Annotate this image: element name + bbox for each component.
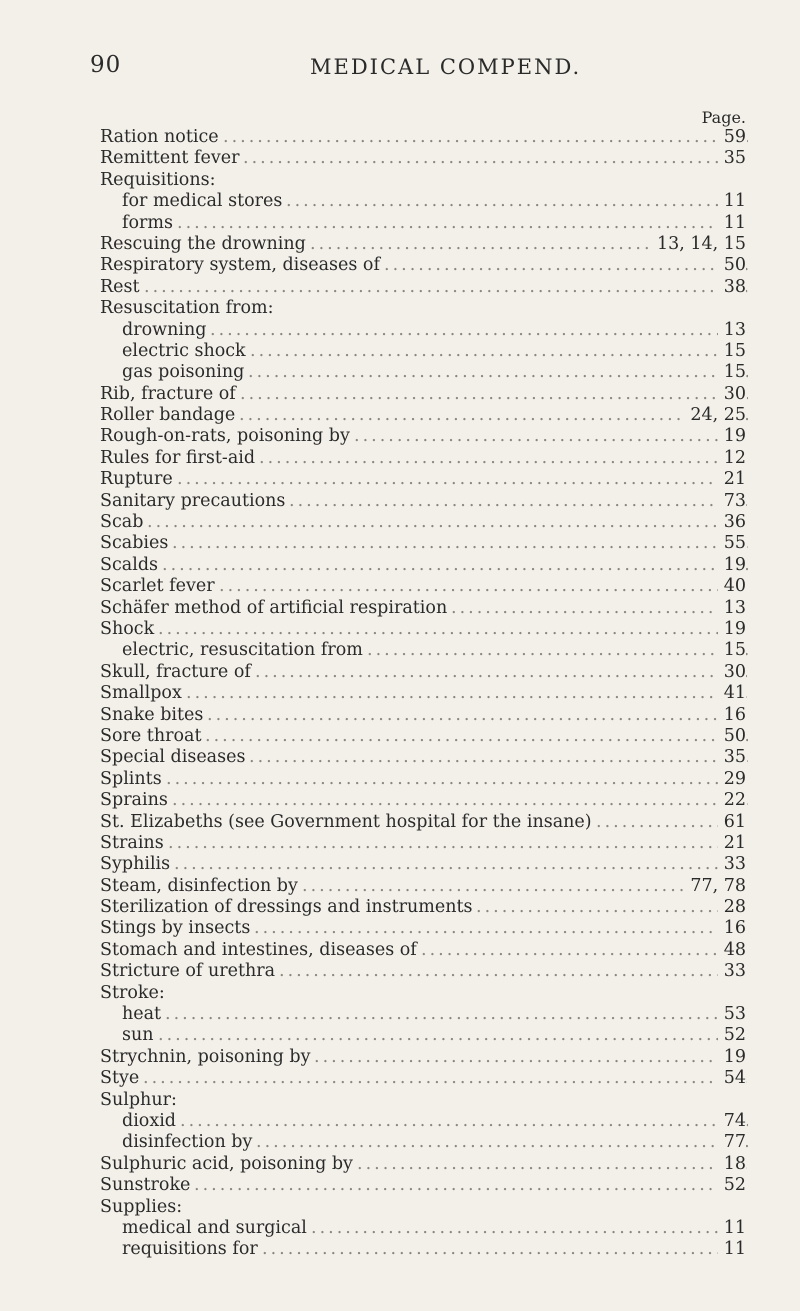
index-entry xyxy=(0,683,800,704)
entry-page-ref: 18 xyxy=(718,1154,746,1175)
entry-page-ref: 40 xyxy=(718,576,746,597)
index-entry xyxy=(0,255,800,276)
leader-dots xyxy=(384,255,748,276)
entry-term: requisitions for xyxy=(122,1239,258,1260)
index-entry xyxy=(0,148,800,169)
entry-page-ref: 15 xyxy=(718,362,746,383)
entry-term: Sulphur: xyxy=(100,1089,177,1110)
entry-term: Sterilization of dressings and instruments xyxy=(100,897,473,918)
entry-page-ref: 21 xyxy=(718,469,746,490)
leader-dots xyxy=(172,533,748,554)
entry-term: Rough-on-rats, poisoning by xyxy=(100,426,350,447)
entry-term: Shock xyxy=(100,618,155,639)
entry-page-ref: 11 xyxy=(718,191,746,212)
index-entry xyxy=(0,234,800,255)
index-entry xyxy=(0,1047,800,1068)
leader-dots xyxy=(289,491,748,512)
entry-page-ref: 11 xyxy=(718,213,746,234)
index-entry xyxy=(0,833,800,854)
leader-dots xyxy=(186,683,748,704)
entry-page-ref: 36 xyxy=(718,512,746,533)
index-entry xyxy=(0,897,800,918)
leader-dots xyxy=(254,918,748,939)
entry-term: Smallpox xyxy=(100,683,182,704)
page-header xyxy=(0,52,800,82)
leader-dots xyxy=(207,705,748,726)
entry-page-ref: 16 xyxy=(718,705,746,726)
leader-dots xyxy=(219,576,748,597)
leader-dots xyxy=(255,662,748,683)
index-entry xyxy=(0,384,800,405)
entry-term: disinfection by xyxy=(122,1132,253,1153)
index-entry xyxy=(0,726,800,747)
entry-term: gas poisoning xyxy=(122,362,245,383)
entry-term: Scalds xyxy=(100,554,159,575)
leader-dots xyxy=(354,426,748,447)
index-entry xyxy=(0,854,800,875)
index-entry xyxy=(0,555,800,576)
entry-term: Stricture of urethra xyxy=(100,961,276,982)
entry-term: Scarlet fever xyxy=(100,576,215,597)
leader-dots xyxy=(165,1004,748,1025)
entry-term: heat xyxy=(122,1004,162,1025)
leader-dots xyxy=(262,1239,748,1260)
entry-term: Steam, disinfection by xyxy=(100,875,298,896)
index-entry xyxy=(0,640,800,661)
entry-page-ref: 16 xyxy=(718,918,746,939)
entry-page-ref: 77 xyxy=(718,1132,746,1153)
entry-term: sun xyxy=(122,1025,154,1046)
leader-dots xyxy=(451,598,748,619)
page-column-heading: Page. xyxy=(701,108,746,127)
entry-term: Rib, fracture of xyxy=(100,383,236,404)
leader-dots xyxy=(243,148,748,169)
entry-page-ref: 52 xyxy=(718,1025,746,1046)
index-entry xyxy=(0,191,800,212)
leader-dots xyxy=(158,1025,748,1046)
leader-dots xyxy=(357,1154,748,1175)
entry-page-ref: 38 xyxy=(718,277,746,298)
leader-dots xyxy=(177,213,748,234)
leader-dots xyxy=(180,1111,748,1132)
entry-page-ref: 30 xyxy=(718,384,746,405)
entry-page-ref: 21 xyxy=(718,833,746,854)
entry-term: dioxid xyxy=(122,1110,177,1131)
entry-term: Requisitions: xyxy=(100,169,216,190)
index-entry xyxy=(0,940,800,961)
entry-term: Supplies: xyxy=(100,1196,183,1217)
index-entries xyxy=(0,127,800,1261)
leader-dots xyxy=(143,1068,748,1089)
entry-page-ref: 74 xyxy=(718,1111,746,1132)
index-entry xyxy=(0,747,800,768)
entry-page-ref: 35 xyxy=(718,747,746,768)
index-entry xyxy=(0,469,800,490)
entry-term: St. Elizabeths (see Government hospital for the insane) xyxy=(100,811,592,832)
leader-dots xyxy=(256,1132,748,1153)
leader-dots xyxy=(239,405,748,426)
index-entry xyxy=(0,127,800,148)
index-entry xyxy=(0,983,800,1004)
index-entry xyxy=(0,533,800,554)
entry-term: Sunstroke xyxy=(100,1175,191,1196)
entry-page-ref: 24, 25 xyxy=(684,405,746,426)
entry-term: Rescuing the drowning xyxy=(100,233,306,254)
leader-dots xyxy=(168,833,748,854)
index-entry xyxy=(0,320,800,341)
leader-dots xyxy=(177,469,748,490)
index-entry xyxy=(0,405,800,426)
index-entry xyxy=(0,491,800,512)
entry-page-ref: 11 xyxy=(718,1218,746,1239)
entry-page-ref: 33 xyxy=(718,961,746,982)
leader-dots xyxy=(311,1218,748,1239)
entry-page-ref: 13 xyxy=(718,320,746,341)
entry-page-ref: 77, 78 xyxy=(684,876,746,897)
leader-dots xyxy=(248,362,748,383)
index-entry xyxy=(0,769,800,790)
entry-page-ref: 19 xyxy=(718,619,746,640)
index-entry xyxy=(0,1025,800,1046)
entry-page-ref: 54 xyxy=(718,1068,746,1089)
entry-term: Stomach and intestines, diseases of xyxy=(100,939,417,960)
entry-term: Rules for first-aid xyxy=(100,447,256,468)
index-entry xyxy=(0,170,800,191)
index-entry xyxy=(0,876,800,897)
index-entry xyxy=(0,426,800,447)
index-entry xyxy=(0,448,800,469)
entry-term: electric shock xyxy=(122,340,246,361)
leader-dots xyxy=(421,940,748,961)
index-entry xyxy=(0,598,800,619)
index-entry xyxy=(0,512,800,533)
entry-page-ref: 15 xyxy=(718,640,746,661)
leader-dots xyxy=(286,191,748,212)
entry-term: Stye xyxy=(100,1068,140,1089)
entry-page-ref: 35 xyxy=(718,148,746,169)
entry-page-ref: 13, 14, 15 xyxy=(651,234,746,255)
entry-term: medical and surgical xyxy=(122,1217,307,1238)
entry-term: Snake bites xyxy=(100,704,204,725)
entry-term: Sanitary precautions xyxy=(100,490,286,511)
index-entry xyxy=(0,576,800,597)
index-entry xyxy=(0,1154,800,1175)
index-entry xyxy=(0,341,800,362)
leader-dots xyxy=(367,640,748,661)
leader-dots xyxy=(249,747,748,768)
entry-term: Stroke: xyxy=(100,982,165,1003)
entry-page-ref: 41 xyxy=(718,683,746,704)
leader-dots xyxy=(223,127,748,148)
leader-dots xyxy=(166,769,748,790)
entry-page-ref: 61 xyxy=(718,812,746,833)
entry-term: forms xyxy=(122,212,173,233)
index-entry xyxy=(0,662,800,683)
entry-term: Rest xyxy=(100,276,140,297)
entry-page-ref: 55 xyxy=(718,533,746,554)
entry-term: Splints xyxy=(100,768,162,789)
entry-term: Sore throat xyxy=(100,725,202,746)
entry-page-ref: 59 xyxy=(718,127,746,148)
entry-page-ref: 15 xyxy=(718,341,746,362)
index-entry xyxy=(0,1090,800,1111)
entry-term: Schäfer method of artificial respiration xyxy=(100,597,448,618)
index-entry xyxy=(0,213,800,234)
entry-page-ref: 50 xyxy=(718,726,746,747)
entry-term: Remittent fever xyxy=(100,148,240,169)
index-entry xyxy=(0,1004,800,1025)
entry-term: Scabies xyxy=(100,533,169,554)
leader-dots xyxy=(302,876,748,897)
index-entry xyxy=(0,705,800,726)
entry-term: Scab xyxy=(100,512,144,533)
leader-dots xyxy=(250,341,748,362)
index-entry xyxy=(0,790,800,811)
index-entry xyxy=(0,1132,800,1153)
entry-page-ref: 48 xyxy=(718,940,746,961)
entry-term: Strychnin, poisoning by xyxy=(100,1046,311,1067)
index-entry xyxy=(0,1175,800,1196)
index-entry xyxy=(0,1068,800,1089)
entry-page-ref: 52 xyxy=(718,1175,746,1196)
entry-term: Sprains xyxy=(100,790,168,811)
leader-dots xyxy=(172,790,748,811)
index-entry xyxy=(0,961,800,982)
entry-page-ref: 19 xyxy=(718,426,746,447)
index-entry xyxy=(0,812,800,833)
entry-page-ref: 50 xyxy=(718,255,746,276)
entry-term: Roller bandage xyxy=(100,405,236,426)
entry-page-ref: 11 xyxy=(718,1239,746,1260)
index-entry xyxy=(0,277,800,298)
entry-page-ref: 29 xyxy=(718,769,746,790)
leader-dots xyxy=(205,726,748,747)
entry-page-ref: 28 xyxy=(718,897,746,918)
entry-page-ref: 13 xyxy=(718,598,746,619)
entry-term: Ration notice xyxy=(100,127,219,147)
entry-term: Special diseases xyxy=(100,747,246,768)
entry-page-ref: 73 xyxy=(718,491,746,512)
entry-page-ref: 22 xyxy=(718,790,746,811)
leader-dots xyxy=(279,961,748,982)
entry-page-ref: 19 xyxy=(718,1047,746,1068)
entry-term: Rupture xyxy=(100,469,173,490)
entry-term: electric, resuscitation from xyxy=(122,640,363,661)
entry-page-ref: 30 xyxy=(718,662,746,683)
entry-term: for medical stores xyxy=(122,191,283,212)
index-entry xyxy=(0,918,800,939)
running-title: MEDICAL COMPEND. xyxy=(310,55,582,79)
entry-page-ref: 19 xyxy=(718,555,746,576)
leader-dots xyxy=(162,555,748,576)
entry-page-ref: 12 xyxy=(718,448,746,469)
entry-term: Skull, fracture of xyxy=(100,661,251,682)
entry-term: Strains xyxy=(100,832,164,853)
leader-dots xyxy=(144,277,748,298)
entry-term: Resuscitation from: xyxy=(100,298,274,319)
index-entry xyxy=(0,1239,800,1260)
leader-dots xyxy=(240,384,748,405)
leader-dots xyxy=(210,320,748,341)
entry-term: Syphilis xyxy=(100,854,171,875)
entry-term: drowning xyxy=(122,319,207,340)
leader-dots xyxy=(259,448,748,469)
index-entry xyxy=(0,619,800,640)
entry-term: Sulphuric acid, poisoning by xyxy=(100,1153,353,1174)
leader-dots xyxy=(476,897,748,918)
entry-page-ref: 53 xyxy=(718,1004,746,1025)
entry-page-ref: 33 xyxy=(718,854,746,875)
index-entry xyxy=(0,1218,800,1239)
index-entry xyxy=(0,1197,800,1218)
page-number: 90 xyxy=(90,52,122,78)
leader-dots xyxy=(158,619,748,640)
index-entry xyxy=(0,298,800,319)
leader-dots xyxy=(314,1047,748,1068)
entry-term: Respiratory system, diseases of xyxy=(100,255,380,276)
leader-dots xyxy=(147,512,748,533)
index-entry xyxy=(0,362,800,383)
leader-dots xyxy=(174,854,748,875)
index-entry xyxy=(0,1111,800,1132)
leader-dots xyxy=(194,1175,748,1196)
entry-term: Stings by insects xyxy=(100,918,251,939)
